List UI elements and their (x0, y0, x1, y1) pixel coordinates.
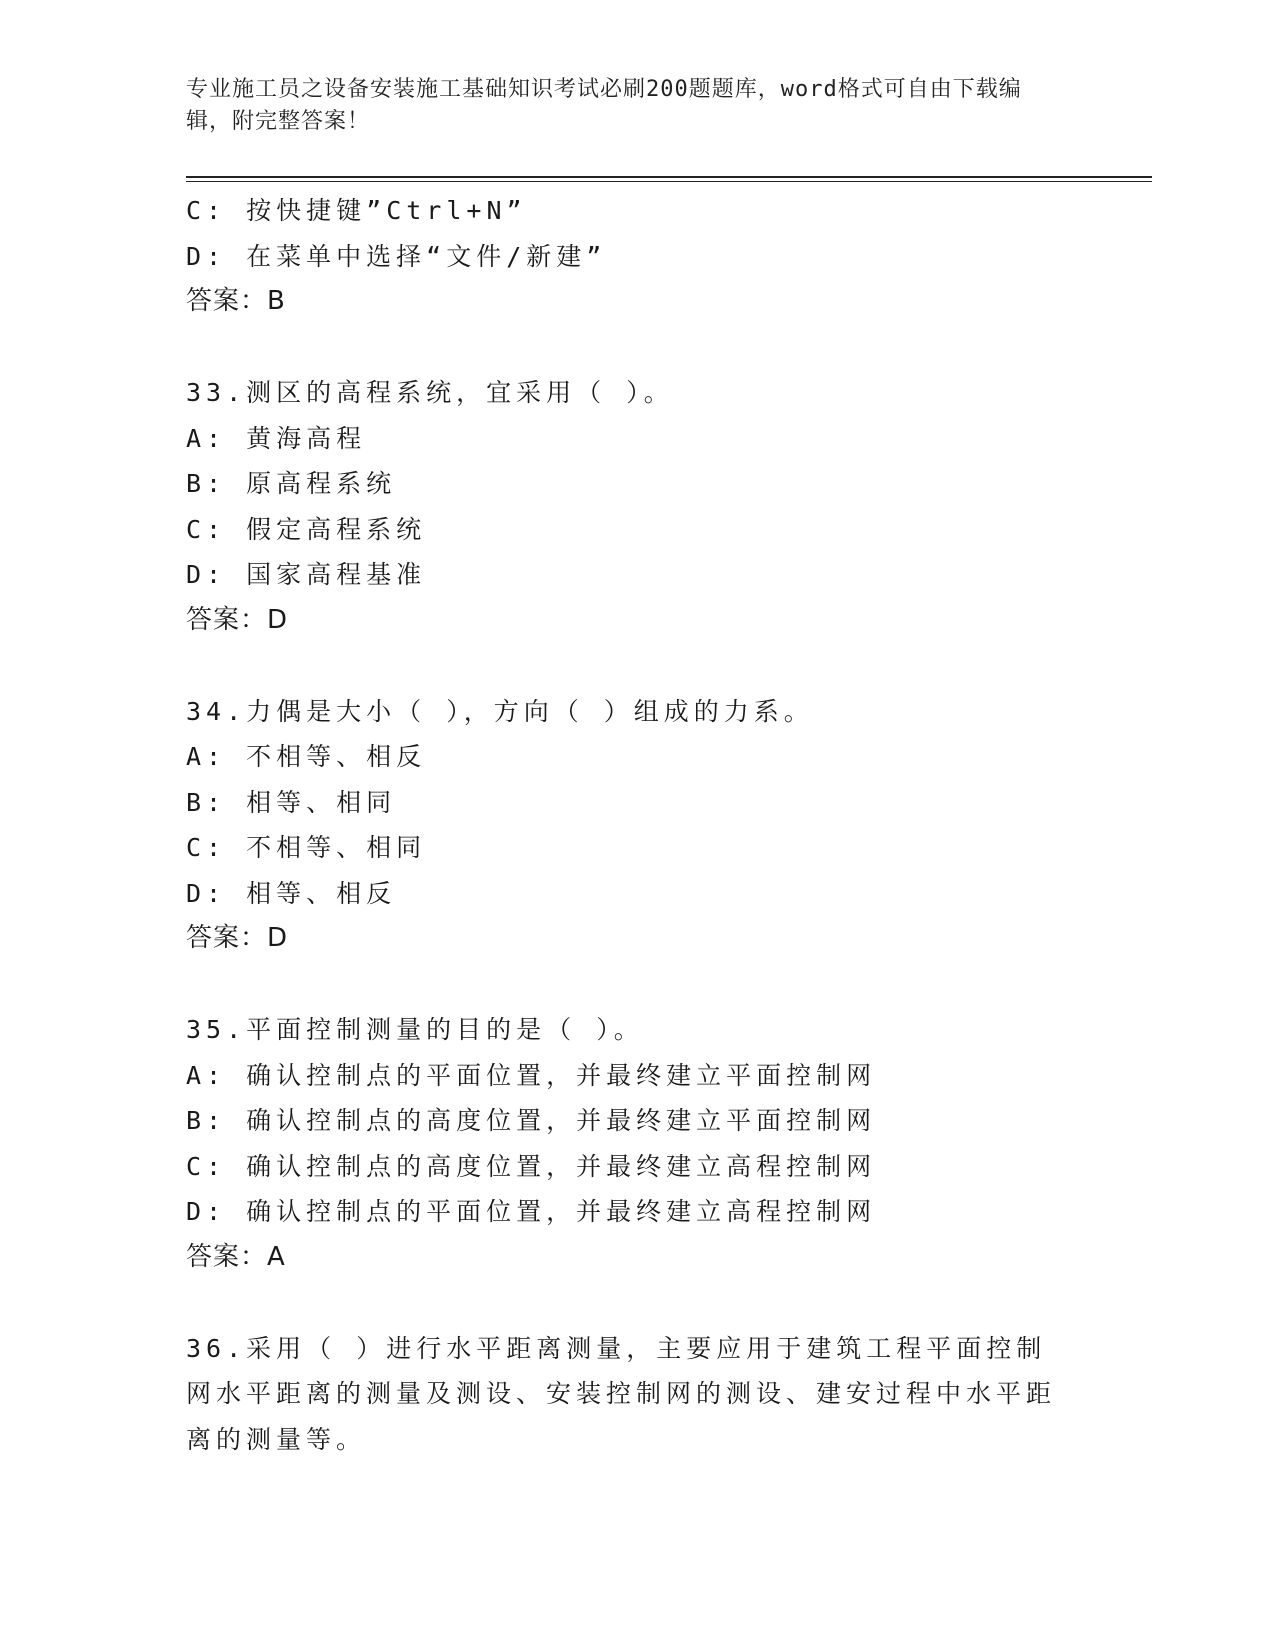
option-d: D: 在菜单中选择“文件/新建” (186, 241, 607, 271)
question-32-continued (186, 188, 1066, 325)
spacer (186, 643, 1066, 689)
question-33 (186, 370, 1066, 643)
option-c: C: 确认控制点的高度位置，并最终建立高程控制网 (186, 1151, 877, 1181)
answer-line: 答案：B (186, 286, 286, 316)
question-text: 35.平面控制测量的目的是（ ）。 (186, 1015, 644, 1044)
option-b: B: 原高程系统 (186, 469, 397, 498)
option-c: C: 不相等、相同 (186, 833, 427, 862)
header-rule-thick (186, 176, 1152, 178)
option-b: B: 确认控制点的高度位置，并最终建立平面控制网 (186, 1106, 877, 1135)
option-c: C: 假定高程系统 (186, 514, 427, 544)
answer-line: 答案：D (186, 604, 289, 635)
answer-line: 答案：A (186, 1241, 286, 1272)
spacer (186, 325, 1066, 371)
document-header: 专业施工员之设备安装施工基础知识考试必刷200题题库，word格式可自由下载编辑，附完整答案！ (186, 77, 1022, 134)
question-text: 36.采用（ ）进行水平距离测量，主要应用于建筑工程平面控制网水平距离的测量及测设、安装控制网的测设、建安过程中水平距离的测量等。 (186, 1333, 1057, 1454)
option-a: A: 确认控制点的平面位置，并最终建立平面控制网 (186, 1060, 877, 1090)
question-36 (186, 1326, 1066, 1463)
question-35 (186, 1007, 1066, 1280)
question-text: 34.力偶是大小（ ），方向（ ）组成的力系。 (186, 696, 814, 726)
spacer (186, 1280, 1066, 1326)
option-b: B: 相等、相同 (186, 787, 397, 817)
option-c: C: 按快捷键”Ctrl+N” (186, 196, 527, 225)
option-d: D: 国家高程基准 (186, 560, 427, 589)
question-34 (186, 689, 1066, 962)
option-d: D: 相等、相反 (186, 878, 397, 908)
option-a: A: 黄海高程 (186, 423, 367, 453)
option-a: A: 不相等、相反 (186, 742, 427, 771)
header-rule-thin (186, 181, 1152, 182)
spacer (186, 962, 1066, 1008)
document-body (186, 188, 1066, 1462)
question-text: 33.测区的高程系统，宜采用（ ）。 (186, 378, 674, 407)
option-d: D: 确认控制点的平面位置，并最终建立高程控制网 (186, 1197, 877, 1226)
answer-line: 答案：D (186, 923, 289, 953)
